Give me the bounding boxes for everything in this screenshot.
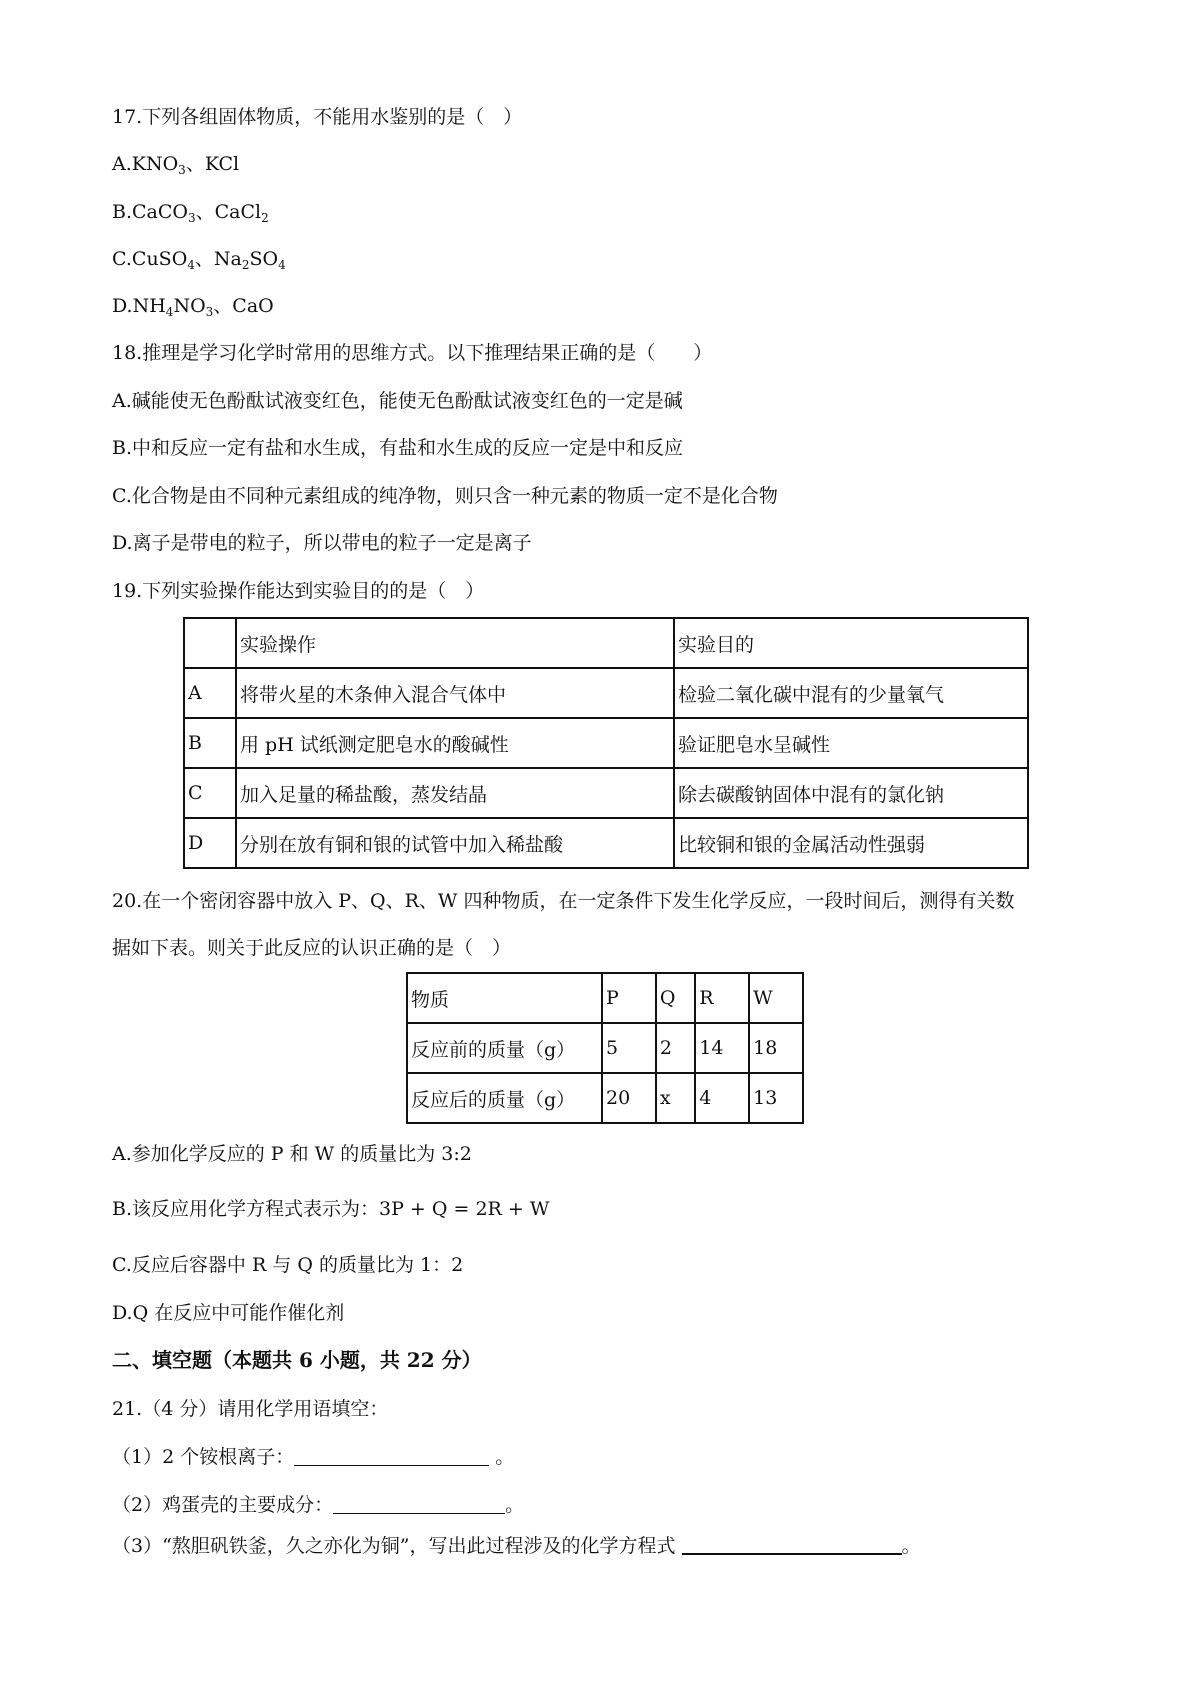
table-cell: 5 <box>602 1023 656 1073</box>
table-cell: 14 <box>695 1023 749 1073</box>
q19-table <box>183 617 1029 869</box>
q18-stem: 18.推理是学习化学时常用的思维方式。以下推理结果正确的是（ ） <box>112 342 713 364</box>
table-row <box>184 818 1028 868</box>
answer-blank[interactable] <box>333 1493 505 1514</box>
q21-part3 <box>112 1533 921 1559</box>
table-cell: 加入足量的稀盐酸，蒸发结晶 <box>236 768 674 818</box>
table-cell: x <box>656 1073 695 1123</box>
q17-stem: 17.下列各组固体物质，不能用水鉴别的是（ ） <box>112 106 523 128</box>
table-cell: 反应后的质量（g） <box>407 1073 602 1123</box>
q19-stem: 19.下列实验操作能达到实验目的的是（ ） <box>112 580 485 602</box>
q17-option-c <box>112 246 286 272</box>
table-cell: R <box>695 973 749 1023</box>
table-cell: 13 <box>749 1073 803 1123</box>
table-cell: 20 <box>602 1073 656 1123</box>
table-cell: 将带火星的木条伸入混合气体中 <box>236 668 674 718</box>
text: 、KCl <box>185 153 240 175</box>
table-cell: W <box>749 973 803 1023</box>
table-cell: 18 <box>749 1023 803 1073</box>
table-row <box>184 768 1028 818</box>
q21-part2 <box>112 1492 524 1518</box>
subscript: 2 <box>261 211 269 225</box>
table-cell: 实验操作 <box>236 618 674 668</box>
text: （2）鸡蛋壳的主要成分： <box>112 1494 334 1516</box>
table-cell: 物质 <box>407 973 602 1023</box>
text: （3）“熬胆矾铁釜，久之亦化为铜”，写出此过程涉及的化学方程式 <box>112 1535 682 1557</box>
table-cell <box>184 618 236 668</box>
table-cell: 验证肥皂水呈碱性 <box>674 718 1028 768</box>
subscript: 3 <box>205 305 214 319</box>
table-cell: C <box>184 768 236 818</box>
q21-part1 <box>112 1444 514 1470</box>
q17-option-d <box>112 293 274 319</box>
table-cell: P <box>602 973 656 1023</box>
subscript: 4 <box>165 305 174 319</box>
subscript: 4 <box>278 258 286 272</box>
subscript: 2 <box>241 258 250 272</box>
q18-option-a: A.碱能使无色酚酞试液变红色，能使无色酚酞试液变红色的一定是碱 <box>112 390 683 412</box>
table-cell: 用 pH 试纸测定肥皂水的酸碱性 <box>236 718 674 768</box>
table-header-row <box>184 618 1028 668</box>
q17-option-a <box>112 151 239 177</box>
text: 。 <box>901 1535 921 1557</box>
text: （1）2 个铵根离子： <box>112 1446 295 1468</box>
answer-blank[interactable] <box>682 1533 902 1555</box>
table-cell: D <box>184 818 236 868</box>
q20-option-b: B.该反应用化学方程式表示为：3P + Q = 2R + W <box>112 1198 550 1220</box>
text: A.KNO <box>112 153 179 175</box>
table-cell: A <box>184 668 236 718</box>
subscript: 3 <box>187 211 196 225</box>
table-cell: 实验目的 <box>674 618 1028 668</box>
table-cell: Q <box>656 973 695 1023</box>
table-cell: 2 <box>656 1023 695 1073</box>
q20-option-d: D.Q 在反应中可能作催化剂 <box>112 1302 345 1324</box>
table-header-row <box>407 973 803 1023</box>
text: 。 <box>489 1446 515 1468</box>
table-cell: 比较铜和银的金属活动性强弱 <box>674 818 1028 868</box>
table-row <box>407 1073 803 1123</box>
text: B.CaCO <box>112 201 188 223</box>
text: C.CuSO <box>112 248 188 270</box>
table-cell: 除去碳酸钠固体中混有的氯化钠 <box>674 768 1028 818</box>
table-cell: 分别在放有铜和银的试管中加入稀盐酸 <box>236 818 674 868</box>
answer-blank[interactable] <box>294 1445 489 1466</box>
section-heading: 二、填空题（本题共 6 小题，共 22 分） <box>112 1348 482 1372</box>
q20-option-c: C.反应后容器中 R 与 Q 的质量比为 1：2 <box>112 1254 464 1276</box>
q21-stem: 21.（4 分）请用化学用语填空： <box>112 1398 389 1420</box>
q20-stem-line2: 据如下表。则关于此反应的认识正确的是（ ） <box>112 937 512 959</box>
text: 、Na <box>194 248 242 270</box>
text: 、CaCl <box>195 201 262 223</box>
table-cell: 检验二氧化碳中混有的少量氧气 <box>674 668 1028 718</box>
q18-option-d: D.离子是带电的粒子，所以带电的粒子一定是离子 <box>112 532 532 554</box>
subscript: 4 <box>187 258 195 272</box>
q18-option-c: C.化合物是由不同种元素组成的纯净物，则只含一种元素的物质一定不是化合物 <box>112 485 778 507</box>
table-cell: 4 <box>695 1073 749 1123</box>
text: 、CaO <box>213 295 274 317</box>
q20-table <box>406 972 804 1124</box>
text: SO <box>249 248 279 270</box>
q17-option-b <box>112 199 269 225</box>
q20-stem-line1: 20.在一个密闭容器中放入 P、Q、R、W 四种物质，在一定条件下发生化学反应，一段时间后，测得有关数 <box>112 890 1015 912</box>
table-cell: B <box>184 718 236 768</box>
table-cell: 反应前的质量（g） <box>407 1023 602 1073</box>
table-row <box>407 1023 803 1073</box>
text: NO <box>173 295 206 317</box>
q18-option-b: B.中和反应一定有盐和水生成，有盐和水生成的反应一定是中和反应 <box>112 437 684 459</box>
text: D.NH <box>112 295 166 317</box>
table-row <box>184 668 1028 718</box>
subscript: 3 <box>178 163 186 177</box>
q20-option-a: A.参加化学反应的 P 和 W 的质量比为 3:2 <box>112 1143 472 1165</box>
text: 。 <box>505 1494 525 1516</box>
table-row <box>184 718 1028 768</box>
